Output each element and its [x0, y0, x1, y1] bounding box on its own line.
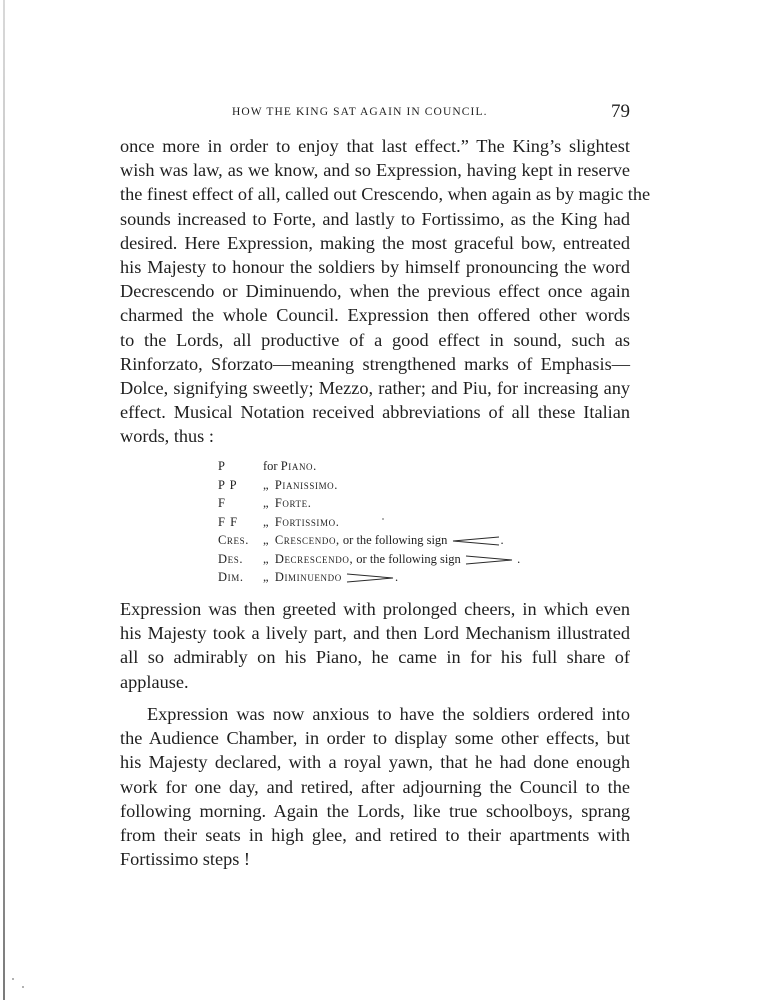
notation-word: Fortissimo.	[274, 514, 340, 529]
text-line: desired. Here Expression, making the most graceful bow, entreated	[120, 232, 630, 253]
notation-word: Piano.	[280, 459, 317, 473]
text-line: the Audience Chamber, in order to display some other effects, but	[120, 728, 630, 749]
text-line: work for one day, and retired, after adjourning the Council to the	[120, 776, 630, 797]
notation-ditto: „	[263, 533, 269, 547]
text-line: Rinforzato, Sforzato—meaning strengthened marks of Emphasis—	[120, 353, 630, 374]
notation-tail: or the following sign	[342, 533, 448, 547]
notation-ditto: „	[263, 496, 269, 510]
notation-ditto: „	[263, 514, 269, 529]
text-line: once more in order to enjoy that last effect.” The King’s slightest	[120, 136, 630, 156]
running-head	[120, 101, 630, 124]
running-head-title: HOW THE KING SAT AGAIN IN COUNCIL.	[232, 106, 488, 118]
decrescendo-hairpin-icon	[464, 555, 514, 565]
text-line: effect. Musical Notation received abbreviations of all these Italian	[120, 402, 630, 423]
diminuendo-hairpin-icon	[345, 573, 395, 583]
text-line: Expression was then greeted with prolonged cheers, in which even	[120, 599, 630, 619]
text-line: from their seats in high glee, and retired to their apartments with	[120, 825, 630, 846]
notation-word: Pianissimo.	[274, 477, 338, 492]
notation-word: Decrescendo,	[274, 551, 354, 566]
notation-ditto: for	[263, 459, 278, 473]
notation-table	[218, 459, 578, 589]
text-line: his Majesty to honour the soldiers by himself pronouncing the word	[120, 257, 630, 278]
notation-abbreviation: P P	[218, 477, 238, 492]
text-line: his Majesty declared, with a royal yawn, that he had done enough	[120, 752, 630, 773]
text-line: Expression was now anxious to have the soldiers ordered into	[147, 704, 630, 724]
notation-abbreviation: P	[218, 459, 226, 473]
notation-abbreviation: Cres.	[218, 533, 249, 547]
text-line: words, thus :	[120, 426, 214, 447]
notation-ditto: „	[263, 477, 269, 492]
text-line: charmed the whole Council. Expression then offered other words	[120, 305, 630, 326]
text-line: all so admirably on his Piano, he came in for his full share of	[120, 647, 630, 668]
page-edge-shadow	[3, 0, 5, 1000]
notation-word: Forte.	[274, 496, 312, 510]
page-number: 79	[611, 101, 630, 122]
notation-abbreviation: F	[218, 496, 226, 510]
notation-row	[218, 459, 578, 478]
notation-abbreviation: F F	[218, 514, 239, 529]
text-line: to the Lords, all productive of a good effect in sound, such as	[120, 329, 630, 350]
notation-row: Des. „ Decrescendo, or the following sign .	[218, 551, 521, 566]
text-line: the finest effect of all, called out Crescendo, when again as by magic the	[120, 184, 651, 205]
text-line: following morning. Again the Lords, like true schoolboys, sprang	[120, 800, 630, 821]
notation-row: Cres. „ Crescendo, or the following sign .	[218, 533, 504, 547]
paper-speck	[12, 978, 14, 980]
paper-speck	[22, 986, 24, 988]
notation-row	[218, 478, 578, 497]
notation-ditto: „	[263, 570, 269, 584]
notation-row	[218, 496, 578, 515]
text-line: Fortissimo steps !	[120, 849, 251, 870]
paragraph-3	[120, 702, 630, 871]
notation-row	[218, 515, 578, 534]
notation-ditto: „	[263, 551, 269, 566]
text-line: Dolce, signifying sweetly; Mezzo, rather; and Piu, for increasing any	[120, 378, 630, 399]
notation-abbreviation: Des.	[218, 551, 244, 566]
paper-speck	[382, 518, 384, 520]
notation-word: Diminuendo	[274, 570, 342, 584]
text-line: applause.	[120, 671, 189, 692]
crescendo-hairpin-icon	[451, 536, 501, 546]
text-line: Decrescendo or Diminuendo, when the previous effect once again	[120, 281, 630, 302]
text-line: wish was law, as we know, and so Expression, having kept in reserve	[120, 160, 630, 181]
notation-tail: or the following sign	[356, 551, 461, 566]
notation-word: Crescendo,	[274, 533, 340, 547]
text-line: sounds increased to Forte, and lastly to Fortissimo, as the King had	[120, 208, 630, 229]
notation-abbreviation: Dim.	[218, 570, 244, 584]
text-line: his Majesty took a lively part, and then Lord Mechanism illustrated	[120, 623, 630, 644]
paragraph-2	[120, 597, 630, 694]
paragraph-1	[120, 134, 651, 449]
notation-row: Dim. „ Diminuendo .	[218, 570, 399, 584]
